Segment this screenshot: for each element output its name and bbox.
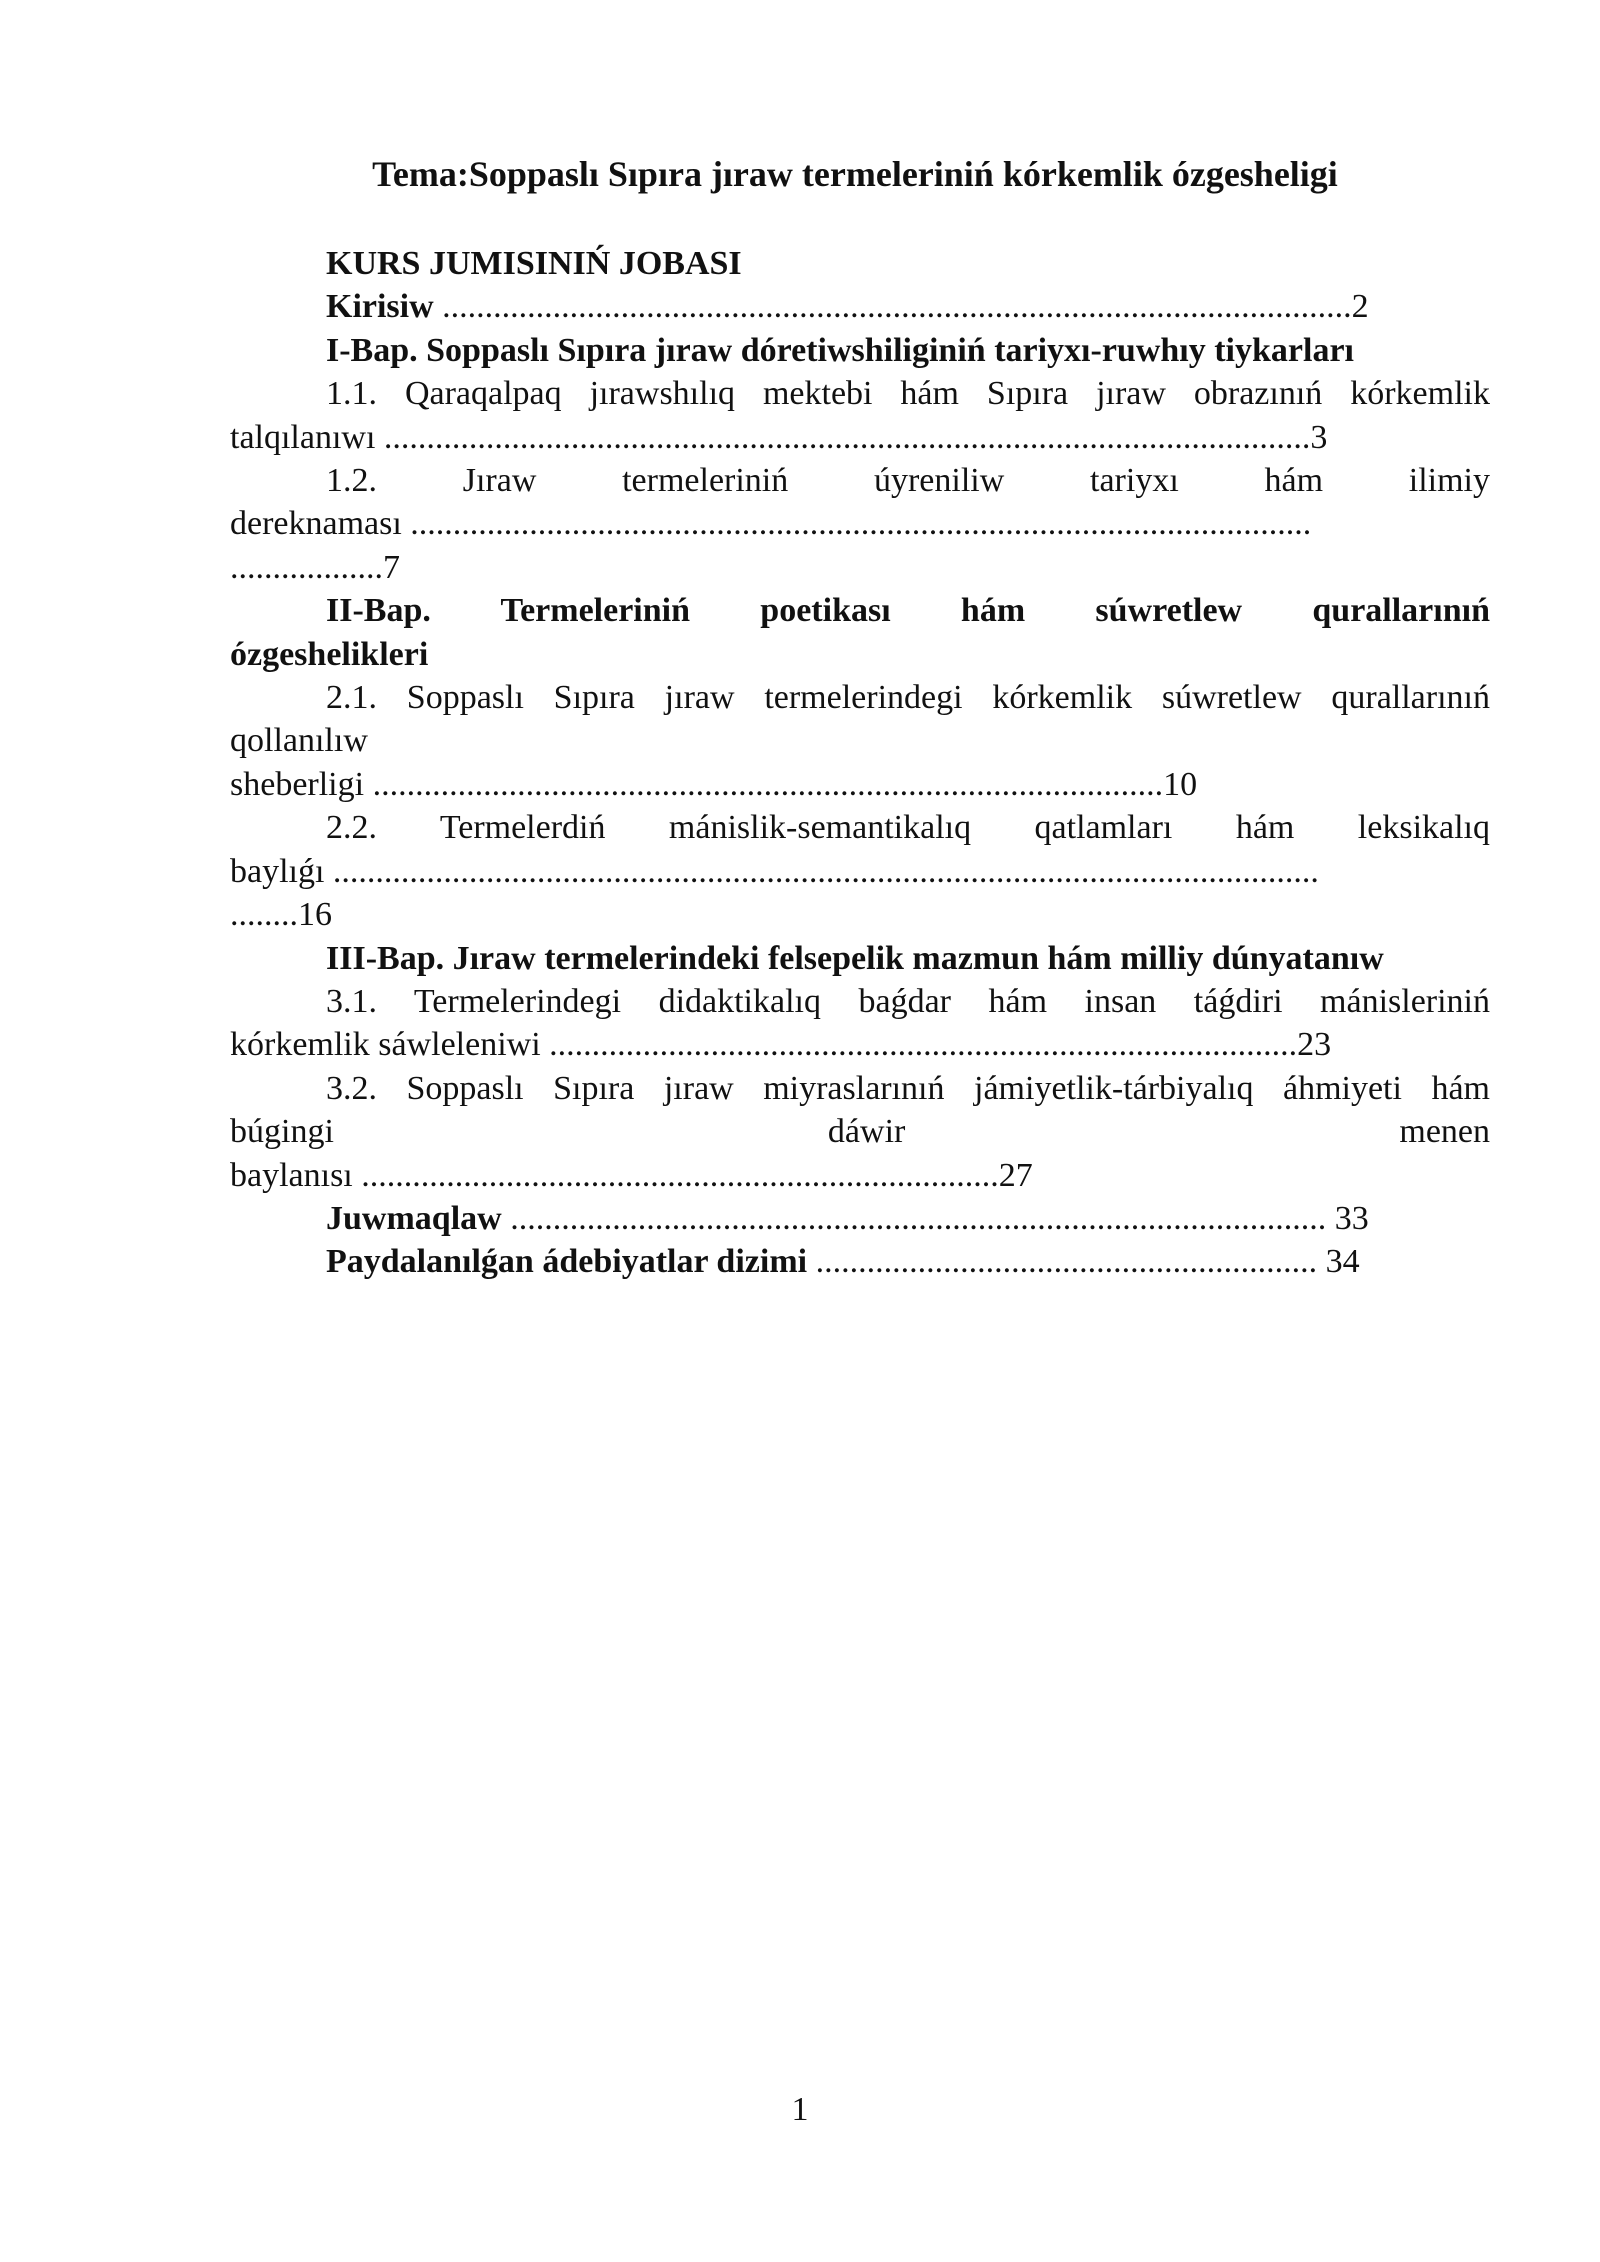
toc-chapter-2-cont: ózgeshelikleri <box>230 635 429 673</box>
page-title: Tema:Soppaslı Sıpıra jıraw termeleriniń kórkemlik ózgesheligi <box>372 154 1338 194</box>
toc-section-3-2-cont: búgingi dáwir menen <box>230 1113 1490 1151</box>
toc-heading: KURS JUMISINIŃ JOBASI <box>326 245 742 282</box>
page-number: 1 <box>791 2091 809 2128</box>
toc-entry-references: Paydalanılǵan ádebiyatlar dizimi ........................................................... 34 <box>326 1243 1360 1281</box>
toc-entry-conclusion: Juwmaqlaw ................................................................................................ 33 <box>326 1199 1369 1237</box>
toc-entry-introduction: Kirisiw ...........................................................................................................2 <box>326 288 1369 326</box>
toc-section-1-1-cont: talqılanıwı .............................................................................................................3 <box>230 418 1328 456</box>
toc-section-2-2-cont: baylıǵı .................................................................................................................... <box>230 852 1319 890</box>
toc-section-3-1-cont: kórkemlik sáwleleniwi ........................................................................................23 <box>230 1026 1332 1064</box>
toc-section-1-1: 1.1. Qaraqalpaq jırawshılıq mektebi hám Sıpıra jıraw obrazınıń kórkemlik <box>326 375 1490 413</box>
toc-section-3-2: 3.2. Soppaslı Sıpıra jıraw miyraslarınıń jámiyetlik-tárbiyalıq áhmiyeti hám <box>326 1069 1490 1107</box>
toc-chapter-1: I-Bap. Soppaslı Sıpıra jıraw dóretiwshiliginiń tariyxı-ruwhıy tiykarları <box>326 331 1354 369</box>
toc-section-2-1: 2.1. Soppaslı Sıpıra jıraw termelerindegi kórkemlik súwretlew qurallarınıń <box>326 679 1490 717</box>
toc-section-3-1: 3.1. Termelerindegi didaktikalıq baǵdar hám insan táǵdiri mánisleriniń <box>326 982 1490 1020</box>
toc-section-3-2-page: baylanısı ...........................................................................27 <box>230 1156 1033 1194</box>
toc-section-2-2-page: ........16 <box>230 896 332 934</box>
toc-section-1-2-page: ..................7 <box>230 548 400 586</box>
table-of-contents <box>230 242 1490 1284</box>
toc-section-2-2: 2.2. Termelerdiń mánislik-semantikalıq qatlamları hám leksikalıq <box>326 809 1490 847</box>
toc-section-2-1-page: sheberligi .............................................................................................10 <box>230 765 1198 803</box>
toc-chapter-2: II-Bap. Termeleriniń poetikası hám súwretlew qurallarınıń <box>326 592 1490 630</box>
toc-section-1-2-cont: dereknaması .......................................................................................................... <box>230 505 1312 543</box>
toc-section-2-1-cont: qollanılıw <box>230 722 368 760</box>
toc-chapter-3: III-Bap. Jıraw termelerindeki felsepelik mazmun hám milliy dúnyatanıw <box>326 939 1384 977</box>
toc-section-1-2: 1.2. Jıraw termeleriniń úyreniliw tariyxı hám ilimiy <box>326 462 1490 500</box>
